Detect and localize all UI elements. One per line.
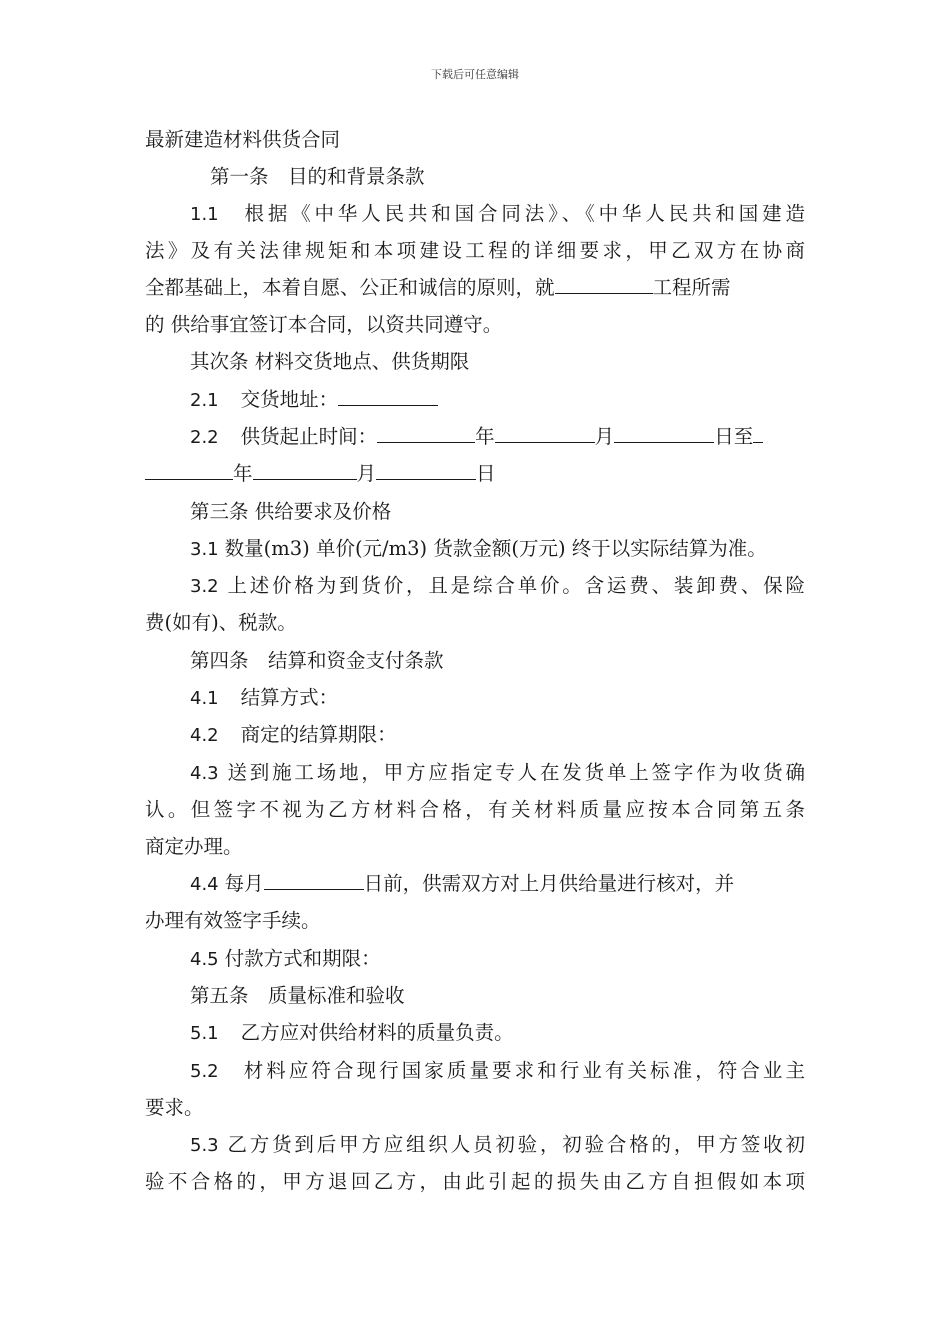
month-label: 月: [356, 462, 377, 485]
clause-4-3-line-2: 认。但签字不视为乙方材料合格，有关材料质量应按本合同第五条: [145, 798, 805, 821]
day-to-label: 日至: [714, 425, 754, 448]
clause-text: 交货地址：: [240, 388, 339, 411]
fill-blank-project[interactable]: [555, 273, 653, 294]
article-1-heading: 第一条 目的和背景条款: [210, 165, 425, 188]
year-label: 年: [233, 462, 253, 485]
clause-number: 4.3: [190, 763, 219, 784]
clause-4-3-line-1: [190, 757, 805, 785]
clause-text: 每月: [224, 872, 264, 895]
fill-blank-day[interactable]: [264, 869, 364, 890]
clause-3-2-line-2: 费(如有)、税款。: [145, 611, 297, 634]
clause-3-2-line-1: [190, 570, 805, 598]
clause-1-1-line-3: [145, 272, 731, 300]
clause-5-3-line-2: 验不合格的，甲方退回乙方，由此引起的损失由乙方自担假如本项: [145, 1170, 805, 1193]
clause-text: 结算方式：: [240, 686, 339, 709]
fill-blank-end-year[interactable]: [145, 459, 233, 480]
fill-blank-end-day[interactable]: [376, 459, 476, 480]
fill-blank-start-day[interactable]: [614, 422, 714, 443]
fill-blank-start-year[interactable]: [377, 422, 475, 443]
clause-text: 全都基础上，本着自愿、公正和诚信的原则，就: [145, 276, 555, 299]
clause-2-2-line-2: [145, 458, 496, 486]
fill-blank-end-month[interactable]: [253, 459, 357, 480]
clause-text: 乙方货到后甲方应组织人员初验，初验合格的，甲方签收初: [224, 1133, 805, 1156]
clause-number: 4.2: [190, 725, 219, 746]
article-5-heading: 第五条 质量标准和验收: [190, 984, 405, 1007]
clause-number: 4.4: [190, 874, 219, 895]
clause-4-4-line-1: [190, 868, 734, 896]
clause-text: 乙方应对供给材料的质量负责。: [240, 1021, 514, 1044]
clause-5-2-line-1: [190, 1055, 805, 1083]
clause-number: 4.5: [190, 949, 219, 970]
clause-text: 商定的结算期限：: [240, 723, 397, 746]
clause-4-2: [190, 719, 397, 747]
clause-4-3-line-3: 商定办理。: [145, 835, 243, 858]
clause-number: 3.1: [190, 539, 219, 560]
clause-4-1: [190, 682, 338, 710]
clause-2-1: [190, 384, 438, 412]
clause-text: 上述价格为到货价，且是综合单价。含运费、装卸费、保险: [224, 574, 805, 597]
clause-1-1-line-1: [190, 198, 805, 226]
document-title: 最新建造材料供货合同: [145, 128, 341, 151]
clause-text: 根据《中华人民共和国合同法》、《中华人民共和国建造: [240, 202, 805, 225]
article-3-heading: 第三条 供给要求及价格: [190, 500, 392, 523]
article-2-heading: 其次条 材料交货地点、供货期限: [190, 350, 470, 373]
clause-2-2-line-1: [190, 421, 763, 449]
clause-number: 5.1: [190, 1023, 219, 1044]
year-label: 年: [475, 425, 495, 448]
fill-blank-end-year-start[interactable]: [753, 422, 763, 443]
clause-4-4-line-2: 办理有效签字手续。: [145, 909, 321, 932]
clause-text: 付款方式和期限：: [224, 947, 381, 970]
clause-number: 3.2: [190, 576, 219, 597]
clause-3-1: [190, 533, 767, 561]
clause-number: 5.2: [190, 1061, 219, 1082]
clause-number: 4.1: [190, 688, 219, 709]
clause-number: 2.1: [190, 390, 219, 411]
clause-text: 工程所需: [652, 276, 731, 299]
article-4-heading: 第四条 结算和资金支付条款: [190, 649, 444, 672]
clause-1-1-line-2: 法》及有关法律规矩和本项建设工程的详细要求，甲乙双方在协商: [145, 239, 805, 262]
clause-5-3-line-1: [190, 1129, 805, 1157]
clause-number: 1.1: [190, 204, 219, 225]
clause-number: 2.2: [190, 427, 219, 448]
month-label: 月: [594, 425, 615, 448]
clause-5-2-line-2: 要求。: [145, 1096, 204, 1119]
clause-4-5: [190, 943, 381, 971]
clause-text: 材料应符合现行国家质量要求和行业有关标准，符合业主: [240, 1059, 805, 1082]
fill-blank-start-month[interactable]: [495, 422, 595, 443]
clause-text: 供货起止时间：: [240, 425, 378, 448]
day-label: 日: [476, 462, 496, 485]
clause-text: 数量(m3) 单价(元/m3) 货款金额(万元) 终于以实际结算为准。: [224, 537, 767, 560]
clause-text: 日前，供需双方对上月供给量进行核对，并: [363, 872, 735, 895]
page-header: 下载后可任意编辑: [431, 68, 519, 81]
clause-number: 5.3: [190, 1135, 219, 1156]
fill-blank-address[interactable]: [338, 385, 438, 406]
clause-text: 送到施工场地，甲方应指定专人在发货单上签字作为收货确: [224, 761, 805, 784]
clause-5-1: [190, 1017, 514, 1045]
clause-1-1-line-4: 的 供给事宜签订本合同，以资共同遵守。: [145, 313, 503, 336]
